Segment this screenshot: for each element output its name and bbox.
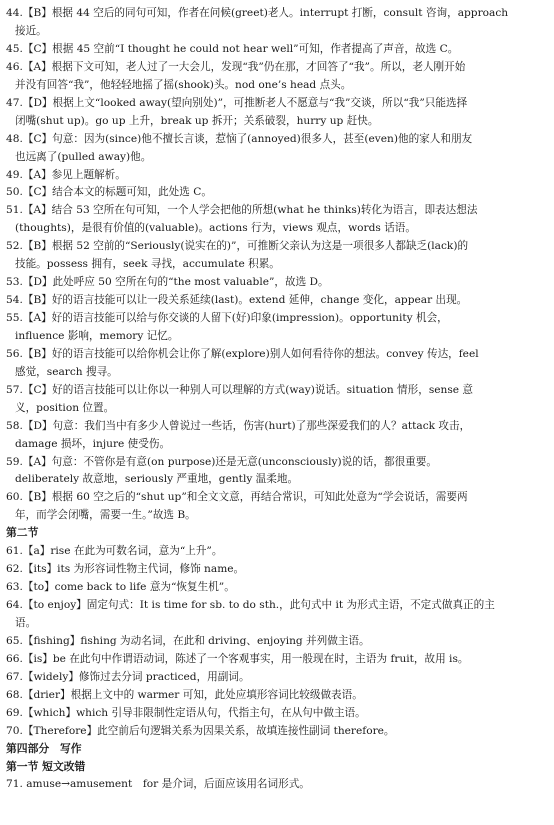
answer-item-continuation: 技能。possess 拥有，seek 寻找，accumulate 积累。 (15, 258, 280, 271)
answer-item-line: 59.【A】句意：不管你是有意(on purpose)还是无意(unconsciously)说的话，都很重要。 (6, 455, 437, 468)
answer-item-line: 44.【B】根据 44 空后的同句可知，作者在问候(greet)老人。interrupt 打断，consult 咨询，approach (6, 7, 509, 19)
answer-item-continuation: damage 损坏，injure 使受伤。 (15, 437, 171, 450)
answer-item-line: 56.【B】好的语言技能可以给你机会让你了解(explore)别人如何看待你的想法。convey 传达，feel (6, 347, 479, 360)
answer-item-line: 58.【D】句意：我们当中有多少人曾说过一些话，伤害(hurt)了那些深爱我们的人？attack 攻击， (6, 419, 471, 432)
answer-item-line: 45.【C】根据 45 空前“I thought he could not hear well”可知，作者提高了声音，故选 C。 (6, 42, 459, 55)
answer-item-continuation: 也远离了(pulled away)他。 (15, 150, 152, 163)
answer-item-line: 71. amuse→amusement for 是介词，后面应该用名词形式。 (6, 778, 310, 791)
answer-item-continuation: 感觉，search 搜寻。 (15, 365, 118, 378)
answer-item-line: 64.【to enjoy】固定句式：It is time for sb. to do sth.，此句式中 it 为形式主语，不定式做真正的主 (6, 599, 495, 611)
answer-item-line: 68.【drier】根据上文中的 warmer 可知，此处应填形容词比较级做表语。 (6, 688, 363, 701)
answer-item-continuation: 闭嘴(shut up)。go up 上升，break up 拆开；关系破裂，hurry up 赶快。 (15, 114, 379, 127)
answer-item-line: 67.【widely】修饰过去分词 practiced，用副词。 (6, 670, 250, 683)
answer-item-continuation: deliberately 故意地，seriously 严重地，gently 温柔地。 (15, 473, 299, 486)
answer-item-line: 48.【C】句意：因为(since)他不擅长言谈，惹恼了(annoyed)很多人，甚至(even)他的家人和朋友 (6, 132, 473, 145)
answer-item-line: 46.【A】根据下文可知，老人过了一大会儿，发现“我”仍在那，才回答了“我”。所以，老人刚开始 (6, 60, 466, 73)
answer-item-line: 69.【which】which 引导非限制性定语从句，代指主句，在从句中做主语。 (6, 706, 366, 719)
answer-item-line: 61.【a】rise 在此为可数名词，意为“上升”。 (6, 545, 223, 558)
section-heading: 第四部分 写作 (6, 741, 82, 755)
answer-item-line: 51.【A】结合 53 空所在句可知，一个人学会把他的所想(what he thinks)转化为语言，即表达想法 (6, 204, 478, 217)
answer-item-line: 55.【A】好的语言技能可以给与你交谈的人留下(好)印象(impression)。opportunity 机会， (6, 312, 448, 324)
answer-item-line: 63.【to】come back to life 意为“恢复生机”。 (6, 581, 235, 594)
answer-item-line: 50.【C】结合本文的标题可知，此处选 C。 (6, 186, 212, 199)
answer-item-continuation: 义，position 位置。 (15, 401, 115, 414)
answer-item-continuation: 年，而学会闭嘴，需要一生。”故选 B。 (15, 509, 196, 522)
answer-item-continuation: influence 影响，memory 记忆。 (15, 329, 179, 342)
section-heading: 第一节 短文改错 (6, 759, 86, 773)
answer-item-line: 66.【is】be 在此句中作谓语动词，陈述了一个客观事实，用一般现在时，主语为 fruit，故用 is。 (6, 652, 469, 665)
section-heading: 第二节 (6, 526, 39, 540)
answer-item-line: 65.【fishing】fishing 为动名词，在此和 driving、enjoying 并列做主语。 (6, 634, 370, 647)
answer-item-continuation: 语。 (15, 617, 37, 629)
answer-item-line: 47.【D】根据上文“looked away(望向别处)”，可推断老人不愿意与“我”交谈，所以“我”只能选择 (6, 96, 468, 109)
answer-item-continuation: 接近。 (15, 24, 47, 37)
answer-item-line: 57.【C】好的语言技能可以让你以一种别人可以理解的方式(way)说话。situation 情形，sense 意 (6, 383, 474, 396)
answer-item-line: 53.【D】此处呼应 50 空所在句的“the most valuable”，故选 D。 (6, 276, 329, 289)
answer-item-line: 49.【A】参见上题解析。 (6, 168, 126, 181)
answer-item-continuation: 并没有回答“我”，他轻轻地摇了摇(shook)头。nod one’s head 点头。 (15, 78, 352, 91)
answer-item-line: 52.【B】根据 52 空前的“Seriously(说实在的)”，可推断父亲认为这是一项很多人都缺乏(lack)的 (6, 240, 469, 253)
answer-item-line: 62.【its】its 为形容词性物主代词，修饰 name。 (6, 563, 245, 576)
answer-item-line: 54.【B】好的语言技能可以让一段关系延续(last)。extend 延伸，change 变化，appear 出现。 (6, 294, 468, 306)
answer-item-line: 60.【B】根据 60 空之后的“shut up”和全文文意，再结合常识，可知此处意为“学会说话，需要两 (6, 491, 468, 504)
answer-item-line: 70.【Therefore】此空前后句逻辑关系为因果关系，故填连接性副词 therefore。 (6, 724, 395, 737)
answer-item-continuation: (thoughts)，是很有价值的(valuable)。actions 行为，views 观点，words 话语。 (15, 222, 416, 235)
